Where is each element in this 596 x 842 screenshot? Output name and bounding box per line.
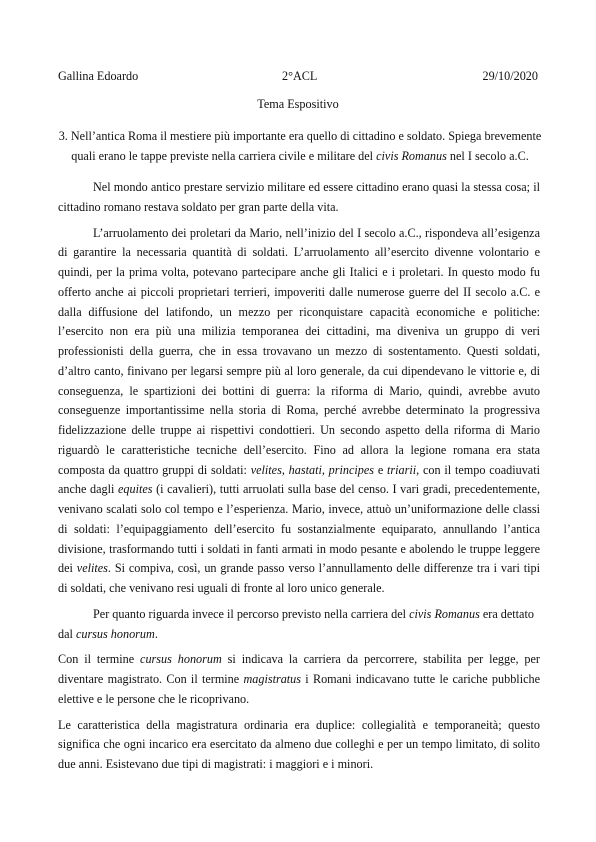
- paragraph-3-text: era dettato dal: [58, 606, 534, 641]
- question-italic-term: civis Romanus: [376, 149, 447, 163]
- italic-term: velites: [76, 561, 108, 576]
- italic-term: civis Romanus: [409, 606, 480, 621]
- italic-term: velites, hastati, principes: [250, 462, 375, 477]
- paragraph-4-text: Con il termine: [58, 652, 141, 667]
- essay-body: [58, 178, 540, 781]
- paragraph-2-text: . Si compiva, così, un grande passo verso l’annullamento delle differenze tra i vari tipi di soldati, che venivano resi uguali di fronte al loro unico generale.: [58, 561, 541, 595]
- paragraph-2: [58, 224, 540, 599]
- question-text: 3. Nell’antica Roma il mestiere più importante era quello di cittadino e soldato. Spiega brevemente quali erano le tappe previste nella carriera civile e militare del: [58, 129, 542, 163]
- paragraph-3-text: Per quanto riguarda invece il percorso previsto nella carriera del: [93, 606, 410, 621]
- class-label: 2°ACL: [282, 69, 318, 83]
- page-header: [58, 69, 538, 85]
- italic-term: cursus honorum: [140, 652, 222, 667]
- question-prompt: [58, 126, 542, 166]
- paragraph-5: Le caratteristica della magistratura ordinaria era duplice: collegialità e temporaneità; questo significa che ogni incarico era esercitato da almeno due colleghi e per un tempo limitato, di solito due anni. Esistevano due tipi di magistrati: i maggiori e i minori.: [58, 717, 540, 771]
- paragraph-1: Nel mondo antico prestare servizio militare ed essere cittadino erano quasi la stessa cosa; il cittadino romano restava soldato per gran parte della vita.: [58, 180, 540, 214]
- date-label: 29/10/2020: [482, 69, 538, 83]
- paragraph-4: [58, 650, 540, 709]
- italic-term: triarii: [387, 462, 417, 477]
- paragraph-2-text: e: [374, 462, 388, 477]
- author-name: Gallina Edoardo: [58, 69, 139, 83]
- paragraph-2-text: , con il tempo coadiuvati anche dagli: [58, 462, 540, 497]
- paragraph-3: [58, 605, 540, 645]
- paragraph-2-text: (i cavalieri), tutti arruolati sulla base del censo. I vari gradi, precedentemente, venivano scalati solo col tempo e l’esperienza. Mario, invece, attuò un’uniformazione delle classi di soldati: l’equipaggiamento dell’esercito fu sostanzialmente equiparato, annullando l’antica divisione, trasformando tutti i soldati in fanti armati in modo pesante e abolendo le truppe leggere dei: [58, 482, 540, 576]
- paragraph-4-text: si indicava la carriera da percorrere, stabilita per legge, per diventare magistrato. Con il termine: [58, 652, 540, 686]
- italic-term: equites: [117, 482, 153, 497]
- paragraph-4-text: i Romani indicavano tutte le cariche pubbliche elettive e le persone che le ricoprivano.: [58, 672, 540, 706]
- document-title: Tema Espositivo: [257, 97, 339, 111]
- paragraph-3-text: .: [154, 626, 158, 641]
- italic-term: cursus honorum: [75, 626, 155, 641]
- question-text-end: nel I secolo a.C.: [446, 149, 529, 163]
- italic-term: magistratus: [243, 672, 302, 686]
- paragraph-2-text: L’arruolamento dei proletari da Mario, nell’inizio del I secolo a.C., rispondeva all’esigenza di garantire la necessaria quantità di soldati. L’arruolamento all’esercito divenne volontario e quindi, per la prima volta, potevano partecipare anche gli Italici e i proletari. In questo modo fu offerto anche ai piccoli proprietari terrieri, impoveriti dalle numerose guerre del II secolo a.C. e dalla diffusione del latifondo, un mezzo per riconquistare capacità economiche e politiche: l’esercito non era più una milizia temporanea dei cittadini, ma diveniva un gruppo di veri professionisti della guerra, che in essa trovavano un mezzo di sostentamento. Questi soldati, d’altro canto, finivano per legarsi sempre più al loro generale, da cui dipendevano le vittorie e, di conseguenza, le spartizioni dei bottini di guerra: la riforma di Mario, quindi, avrebbe avuto conseguenze importantissime nella storia di Roma, perché avrebbe determinato la progressiva fidelizzazione delle truppe ai rispettivi condottieri. Un secondo aspetto della riforma di Mario riguardò le caratteristiche tecniche dell’esercito. Fino ad allora la legione romana era stata composta da quattro gruppi di soldati:: [58, 225, 540, 477]
